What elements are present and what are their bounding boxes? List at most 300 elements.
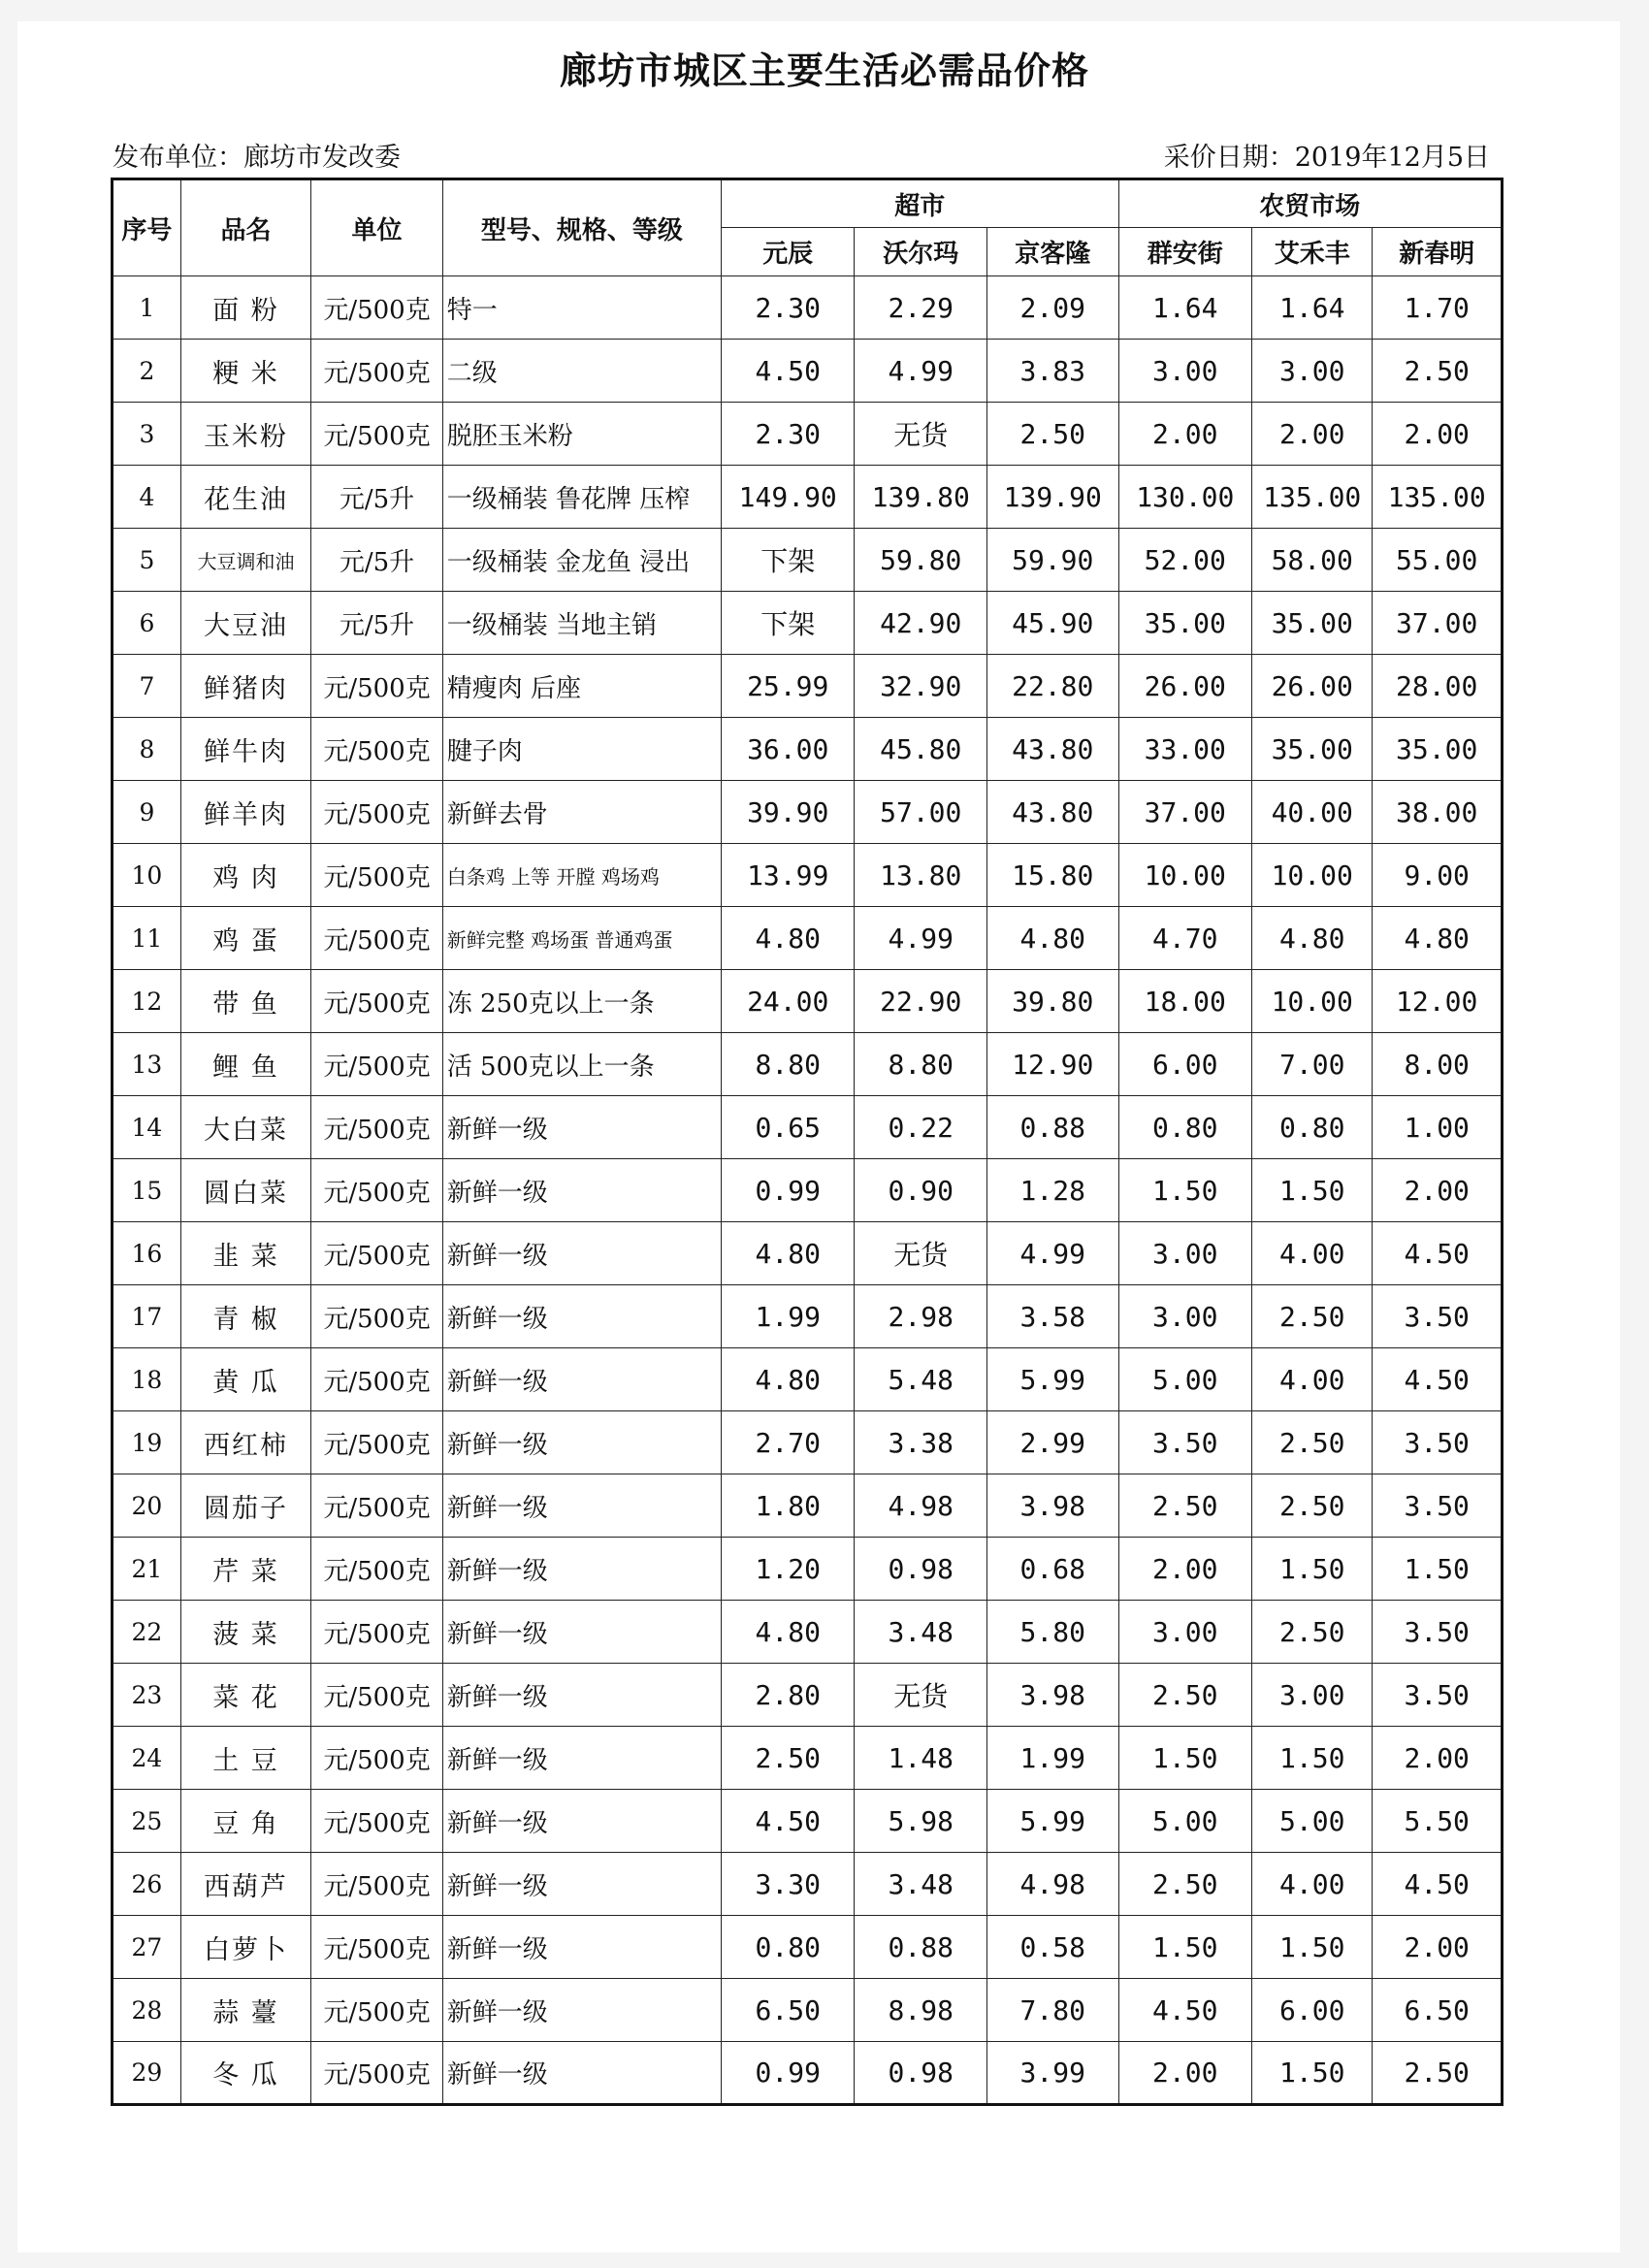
row-price: 1.99 (721, 1285, 855, 1348)
header-spec: 型号、规格、等级 (442, 179, 721, 276)
row-price: 45.80 (855, 718, 987, 781)
table-row (113, 466, 1503, 529)
row-seq: 21 (113, 1538, 181, 1601)
row-price: 下架 (721, 592, 855, 655)
row-spec: 新鲜一级 (442, 1096, 721, 1159)
row-price: 4.50 (721, 1790, 855, 1853)
row-price: 4.98 (855, 1474, 987, 1538)
row-price: 1.50 (1118, 1727, 1252, 1790)
row-seq: 17 (113, 1285, 181, 1348)
row-price: 5.99 (987, 1348, 1119, 1411)
price-table (111, 178, 1504, 2106)
row-unit: 元/500克 (311, 1538, 443, 1601)
row-price: 4.80 (987, 907, 1119, 970)
row-price: 8.80 (721, 1033, 855, 1096)
header-store: 沃尔玛 (855, 228, 987, 276)
row-spec: 新鲜一级 (442, 1285, 721, 1348)
row-price: 0.65 (721, 1096, 855, 1159)
row-spec: 特一 (442, 276, 721, 340)
row-seq: 18 (113, 1348, 181, 1411)
page-title: 廊坊市城区主要生活必需品价格 (559, 49, 1089, 92)
row-name: 鸡 蛋 (180, 907, 310, 970)
row-price: 6.00 (1252, 1979, 1373, 2042)
row-price: 18.00 (1118, 970, 1252, 1033)
row-seq: 8 (113, 718, 181, 781)
row-unit: 元/500克 (311, 781, 443, 844)
row-spec: 新鲜一级 (442, 1790, 721, 1853)
row-seq: 7 (113, 655, 181, 718)
row-price: 37.00 (1118, 781, 1252, 844)
row-spec: 新鲜一级 (442, 1159, 721, 1222)
row-price: 0.90 (855, 1159, 987, 1222)
row-price: 2.00 (1373, 1159, 1503, 1222)
row-price: 12.90 (987, 1033, 1119, 1096)
row-price: 3.98 (987, 1664, 1119, 1727)
row-price: 6.50 (721, 1979, 855, 2042)
row-price: 0.98 (855, 1538, 987, 1601)
row-price: 2.50 (987, 403, 1119, 466)
row-unit: 元/500克 (311, 1096, 443, 1159)
row-unit: 元/500克 (311, 1853, 443, 1916)
row-price: 1.20 (721, 1538, 855, 1601)
row-price: 8.98 (855, 1979, 987, 2042)
row-spec: 腱子肉 (442, 718, 721, 781)
table-row (113, 1285, 1503, 1348)
row-price: 2.50 (1373, 340, 1503, 403)
header-market: 农贸市场 (1118, 179, 1503, 228)
row-price: 2.50 (1252, 1474, 1373, 1538)
row-price: 7.80 (987, 1979, 1119, 2042)
header-store: 艾禾丰 (1252, 228, 1373, 276)
row-spec: 一级桶装 当地主销 (442, 592, 721, 655)
row-spec: 冻 250克以上一条 (442, 970, 721, 1033)
row-price: 1.50 (1252, 2042, 1373, 2105)
row-price: 0.98 (855, 2042, 987, 2105)
row-price: 2.80 (721, 1664, 855, 1727)
row-price: 52.00 (1118, 529, 1252, 592)
row-price: 1.64 (1252, 276, 1373, 340)
row-spec: 新鲜一级 (442, 1411, 721, 1474)
row-price: 24.00 (721, 970, 855, 1033)
table-row (113, 844, 1503, 907)
row-spec: 新鲜一级 (442, 1538, 721, 1601)
row-seq: 12 (113, 970, 181, 1033)
row-price: 149.90 (721, 466, 855, 529)
row-name: 玉米粉 (180, 403, 310, 466)
row-unit: 元/500克 (311, 1727, 443, 1790)
row-seq: 23 (113, 1664, 181, 1727)
row-spec: 新鲜去骨 (442, 781, 721, 844)
row-price: 4.80 (721, 1348, 855, 1411)
row-price: 3.50 (1373, 1601, 1503, 1664)
row-unit: 元/500克 (311, 1979, 443, 2042)
row-price: 4.50 (1373, 1348, 1503, 1411)
table-row (113, 1979, 1503, 2042)
row-seq: 5 (113, 529, 181, 592)
row-seq: 22 (113, 1601, 181, 1664)
row-price: 15.80 (987, 844, 1119, 907)
row-name: 鲜猪肉 (180, 655, 310, 718)
row-name: 青 椒 (180, 1285, 310, 1348)
row-price: 2.50 (1252, 1601, 1373, 1664)
row-price: 0.58 (987, 1916, 1119, 1979)
row-price: 6.00 (1118, 1033, 1252, 1096)
row-price: 25.99 (721, 655, 855, 718)
row-spec: 一级桶装 金龙鱼 浸出 (442, 529, 721, 592)
row-price: 3.50 (1373, 1411, 1503, 1474)
row-price: 4.80 (721, 1601, 855, 1664)
row-price: 1.50 (1118, 1916, 1252, 1979)
table-row (113, 1790, 1503, 1853)
row-price: 4.50 (1373, 1853, 1503, 1916)
row-price: 9.00 (1373, 844, 1503, 907)
row-price: 26.00 (1252, 655, 1373, 718)
row-spec: 新鲜一级 (442, 1474, 721, 1538)
table-row (113, 529, 1503, 592)
header-store: 京客隆 (987, 228, 1119, 276)
row-spec: 新鲜一级 (442, 1664, 721, 1727)
row-unit: 元/500克 (311, 1033, 443, 1096)
row-name: 圆白菜 (180, 1159, 310, 1222)
row-price: 4.00 (1252, 1348, 1373, 1411)
row-price: 58.00 (1252, 529, 1373, 592)
row-price: 39.90 (721, 781, 855, 844)
row-price: 1.70 (1373, 276, 1503, 340)
row-price: 2.50 (1252, 1411, 1373, 1474)
row-name: 蒜 薹 (180, 1979, 310, 2042)
row-price: 0.80 (721, 1916, 855, 1979)
row-name: 菜 花 (180, 1664, 310, 1727)
row-name: 鲜羊肉 (180, 781, 310, 844)
row-price: 26.00 (1118, 655, 1252, 718)
row-price: 2.00 (1118, 1538, 1252, 1601)
row-price: 4.00 (1252, 1222, 1373, 1285)
row-name: 西红柿 (180, 1411, 310, 1474)
row-price: 2.00 (1373, 1727, 1503, 1790)
row-price: 4.99 (855, 340, 987, 403)
row-price: 0.22 (855, 1096, 987, 1159)
row-price: 2.70 (721, 1411, 855, 1474)
row-price: 4.98 (987, 1853, 1119, 1916)
table-row (113, 403, 1503, 466)
row-price: 5.99 (987, 1790, 1119, 1853)
survey-date: 采价日期：2019年12月5日 (1163, 143, 1490, 173)
row-price: 3.50 (1373, 1285, 1503, 1348)
row-price: 4.70 (1118, 907, 1252, 970)
header-store: 元辰 (721, 228, 855, 276)
row-seq: 6 (113, 592, 181, 655)
row-price: 2.50 (1118, 1664, 1252, 1727)
row-name: 豆 角 (180, 1790, 310, 1853)
row-price: 13.99 (721, 844, 855, 907)
row-price: 4.99 (855, 907, 987, 970)
row-price: 59.90 (987, 529, 1119, 592)
row-price: 10.00 (1118, 844, 1252, 907)
row-price: 1.50 (1252, 1538, 1373, 1601)
row-price: 0.99 (721, 1159, 855, 1222)
row-unit: 元/500克 (311, 1601, 443, 1664)
row-price: 40.00 (1252, 781, 1373, 844)
row-price: 1.50 (1252, 1159, 1373, 1222)
row-spec: 白条鸡 上等 开膛 鸡场鸡 (442, 844, 721, 907)
row-spec: 新鲜一级 (442, 1222, 721, 1285)
row-unit: 元/500克 (311, 718, 443, 781)
row-price: 35.00 (1252, 718, 1373, 781)
row-price: 1.50 (1118, 1159, 1252, 1222)
row-spec: 新鲜一级 (442, 1348, 721, 1411)
row-price: 4.50 (721, 340, 855, 403)
row-price: 3.00 (1118, 340, 1252, 403)
row-name: 面 粉 (180, 276, 310, 340)
row-price: 4.00 (1252, 1853, 1373, 1916)
row-price: 3.98 (987, 1474, 1119, 1538)
row-unit: 元/5升 (311, 466, 443, 529)
row-seq: 25 (113, 1790, 181, 1853)
row-unit: 元/500克 (311, 2042, 443, 2105)
row-price: 1.48 (855, 1727, 987, 1790)
row-unit: 元/500克 (311, 276, 443, 340)
row-seq: 29 (113, 2042, 181, 2105)
table-row (113, 1348, 1503, 1411)
row-seq: 4 (113, 466, 181, 529)
row-price: 36.00 (721, 718, 855, 781)
row-price: 1.80 (721, 1474, 855, 1538)
row-price: 3.00 (1252, 340, 1373, 403)
row-name: 冬 瓜 (180, 2042, 310, 2105)
row-seq: 24 (113, 1727, 181, 1790)
row-price: 28.00 (1373, 655, 1503, 718)
row-price: 5.50 (1373, 1790, 1503, 1853)
row-name: 粳 米 (180, 340, 310, 403)
row-price: 4.80 (1373, 907, 1503, 970)
row-name: 韭 菜 (180, 1222, 310, 1285)
row-price: 13.80 (855, 844, 987, 907)
row-price: 3.00 (1118, 1222, 1252, 1285)
row-price: 10.00 (1252, 844, 1373, 907)
row-unit: 元/500克 (311, 1790, 443, 1853)
row-spec: 新鲜一级 (442, 1853, 721, 1916)
row-price: 0.88 (855, 1916, 987, 1979)
row-name: 土 豆 (180, 1727, 310, 1790)
row-name: 花生油 (180, 466, 310, 529)
row-seq: 26 (113, 1853, 181, 1916)
row-spec: 活 500克以上一条 (442, 1033, 721, 1096)
row-price: 1.50 (1252, 1916, 1373, 1979)
header-unit: 单位 (311, 179, 443, 276)
row-seq: 16 (113, 1222, 181, 1285)
row-price: 4.80 (721, 907, 855, 970)
row-spec: 新鲜一级 (442, 1727, 721, 1790)
row-seq: 11 (113, 907, 181, 970)
row-price: 2.50 (1118, 1853, 1252, 1916)
row-price: 6.50 (1373, 1979, 1503, 2042)
row-name: 菠 菜 (180, 1601, 310, 1664)
row-price: 2.30 (721, 403, 855, 466)
row-seq: 15 (113, 1159, 181, 1222)
row-price: 57.00 (855, 781, 987, 844)
row-seq: 1 (113, 276, 181, 340)
table-row (113, 1222, 1503, 1285)
issuer-label: 发布单位：廊坊市发改委 (113, 143, 401, 173)
row-spec: 一级桶装 鲁花牌 压榨 (442, 466, 721, 529)
row-spec: 二级 (442, 340, 721, 403)
row-price: 43.80 (987, 718, 1119, 781)
row-price: 2.29 (855, 276, 987, 340)
row-seq: 3 (113, 403, 181, 466)
table-row (113, 1033, 1503, 1096)
row-price: 32.90 (855, 655, 987, 718)
table-row (113, 655, 1503, 718)
row-name: 大豆调和油 (180, 529, 310, 592)
table-row (113, 907, 1503, 970)
row-price: 35.00 (1373, 718, 1503, 781)
row-price: 1.99 (987, 1727, 1119, 1790)
row-price: 1.00 (1373, 1096, 1503, 1159)
row-price: 2.50 (1373, 2042, 1503, 2105)
row-price: 3.00 (1118, 1601, 1252, 1664)
row-unit: 元/500克 (311, 1916, 443, 1979)
row-price: 2.98 (855, 1285, 987, 1348)
row-price: 4.80 (721, 1222, 855, 1285)
row-unit: 元/500克 (311, 970, 443, 1033)
table-row (113, 781, 1503, 844)
row-price: 5.98 (855, 1790, 987, 1853)
row-price: 38.00 (1373, 781, 1503, 844)
row-price: 2.30 (721, 276, 855, 340)
row-spec: 新鲜一级 (442, 1916, 721, 1979)
table-row (113, 1411, 1503, 1474)
row-price: 3.00 (1252, 1664, 1373, 1727)
row-unit: 元/500克 (311, 1348, 443, 1411)
row-price: 无货 (855, 1664, 987, 1727)
table-row (113, 970, 1503, 1033)
row-price: 2.00 (1252, 403, 1373, 466)
row-price: 无货 (855, 1222, 987, 1285)
row-price: 45.90 (987, 592, 1119, 655)
row-price: 3.99 (987, 2042, 1119, 2105)
header-seq: 序号 (113, 179, 181, 276)
row-price: 2.09 (987, 276, 1119, 340)
row-name: 西葫芦 (180, 1853, 310, 1916)
row-price: 0.99 (721, 2042, 855, 2105)
row-price: 3.48 (855, 1853, 987, 1916)
row-price: 22.80 (987, 655, 1119, 718)
row-unit: 元/500克 (311, 1664, 443, 1727)
row-price: 1.64 (1118, 276, 1252, 340)
row-price: 3.48 (855, 1601, 987, 1664)
row-price: 5.48 (855, 1348, 987, 1411)
row-price: 7.00 (1252, 1033, 1373, 1096)
row-price: 3.50 (1118, 1411, 1252, 1474)
row-price: 35.00 (1118, 592, 1252, 655)
row-price: 4.99 (987, 1222, 1119, 1285)
row-price: 3.50 (1373, 1664, 1503, 1727)
row-price: 1.28 (987, 1159, 1119, 1222)
row-unit: 元/500克 (311, 1411, 443, 1474)
row-price: 无货 (855, 403, 987, 466)
row-price: 42.90 (855, 592, 987, 655)
table-row (113, 1538, 1503, 1601)
table-row (113, 276, 1503, 340)
row-seq: 9 (113, 781, 181, 844)
row-price: 5.80 (987, 1601, 1119, 1664)
row-name: 鸡 肉 (180, 844, 310, 907)
header-name: 品名 (180, 179, 310, 276)
row-name: 大豆油 (180, 592, 310, 655)
row-seq: 20 (113, 1474, 181, 1538)
row-price: 37.00 (1373, 592, 1503, 655)
table-row (113, 340, 1503, 403)
row-name: 圆茄子 (180, 1474, 310, 1538)
row-unit: 元/500克 (311, 907, 443, 970)
row-price: 135.00 (1373, 466, 1503, 529)
row-price: 4.80 (1252, 907, 1373, 970)
row-price: 3.30 (721, 1853, 855, 1916)
header-store: 新春明 (1373, 228, 1503, 276)
row-price: 12.00 (1373, 970, 1503, 1033)
row-spec: 新鲜一级 (442, 1601, 721, 1664)
row-unit: 元/500克 (311, 844, 443, 907)
row-spec: 精瘦肉 后座 (442, 655, 721, 718)
row-spec: 脱胚玉米粉 (442, 403, 721, 466)
row-price: 2.50 (1118, 1474, 1252, 1538)
row-seq: 13 (113, 1033, 181, 1096)
row-price: 2.00 (1373, 403, 1503, 466)
row-price: 0.80 (1252, 1096, 1373, 1159)
row-unit: 元/500克 (311, 1285, 443, 1348)
row-unit: 元/500克 (311, 1159, 443, 1222)
row-price: 3.38 (855, 1411, 987, 1474)
row-price: 1.50 (1252, 1727, 1373, 1790)
row-price: 0.80 (1118, 1096, 1252, 1159)
row-price: 5.00 (1118, 1348, 1252, 1411)
row-price: 139.80 (855, 466, 987, 529)
row-price: 3.50 (1373, 1474, 1503, 1538)
row-name: 芹 菜 (180, 1538, 310, 1601)
table-row (113, 1601, 1503, 1664)
table-row (113, 1853, 1503, 1916)
row-seq: 28 (113, 1979, 181, 2042)
row-price: 43.80 (987, 781, 1119, 844)
table-row (113, 1916, 1503, 1979)
row-unit: 元/500克 (311, 340, 443, 403)
row-unit: 元/500克 (311, 1222, 443, 1285)
row-price: 2.00 (1373, 1916, 1503, 1979)
row-price: 135.00 (1252, 466, 1373, 529)
row-seq: 27 (113, 1916, 181, 1979)
row-spec: 新鲜一级 (442, 2042, 721, 2105)
row-seq: 19 (113, 1411, 181, 1474)
row-seq: 14 (113, 1096, 181, 1159)
row-price: 0.68 (987, 1538, 1119, 1601)
row-price: 2.99 (987, 1411, 1119, 1474)
row-unit: 元/5升 (311, 529, 443, 592)
table-row (113, 1664, 1503, 1727)
row-price: 8.00 (1373, 1033, 1503, 1096)
row-price: 0.88 (987, 1096, 1119, 1159)
table-row (113, 2042, 1503, 2105)
row-name: 鲤 鱼 (180, 1033, 310, 1096)
header-store: 群安街 (1118, 228, 1252, 276)
price-table-body (113, 276, 1503, 2105)
row-name: 大白菜 (180, 1096, 310, 1159)
table-row (113, 718, 1503, 781)
row-spec: 新鲜完整 鸡场蛋 普通鸡蛋 (442, 907, 721, 970)
table-row (113, 1096, 1503, 1159)
table-row (113, 1474, 1503, 1538)
row-name: 黄 瓜 (180, 1348, 310, 1411)
row-price: 3.00 (1118, 1285, 1252, 1348)
